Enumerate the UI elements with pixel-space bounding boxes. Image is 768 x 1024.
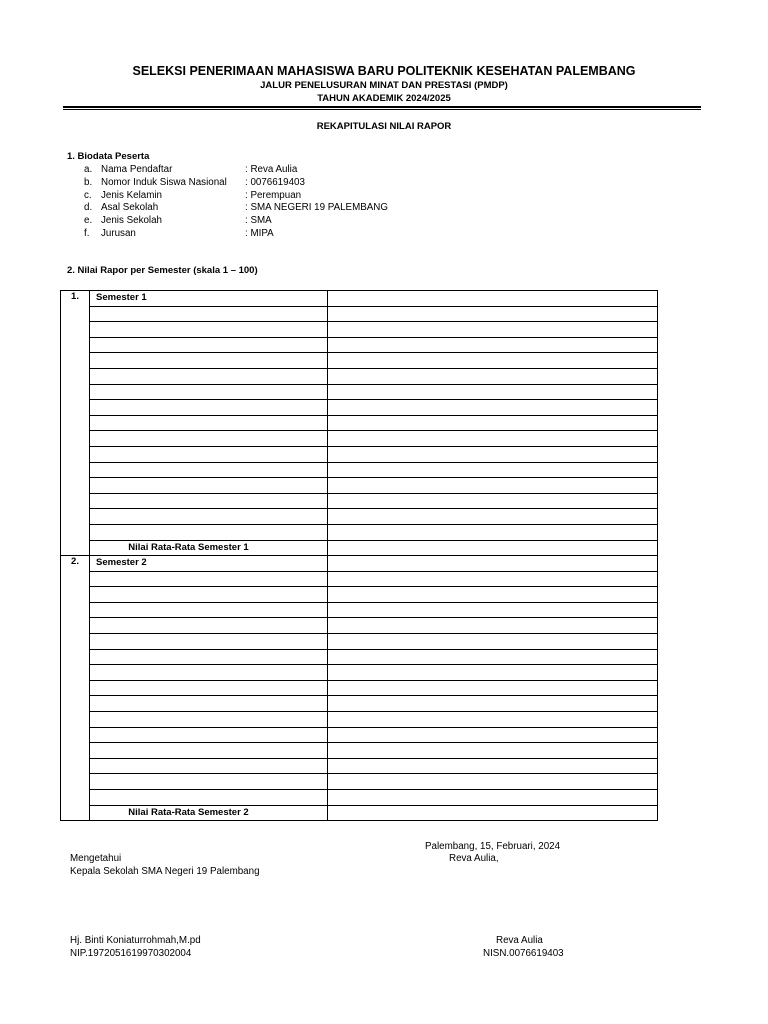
subject-cell	[90, 587, 328, 603]
subject-cell	[90, 493, 328, 509]
grade-value-cell	[328, 743, 658, 759]
table-row	[61, 712, 658, 728]
biodata-label: Asal Sekolah	[101, 202, 159, 214]
table-row	[61, 462, 658, 478]
grade-value-cell	[328, 727, 658, 743]
place-date: Palembang, 15, Februari, 2024	[425, 841, 561, 852]
grade-value-cell	[328, 680, 658, 696]
grade-value-cell	[328, 415, 658, 431]
grade-value-cell	[328, 478, 658, 494]
grade-value-cell	[328, 712, 658, 728]
biodata-value: : SMA NEGERI 19 PALEMBANG	[245, 202, 389, 214]
table-row	[61, 649, 658, 665]
table-row	[61, 322, 658, 338]
average-label: Nilai Rata-Rata Semester 2	[90, 805, 328, 821]
average-row	[61, 540, 658, 556]
biodata-value: : MIPA	[245, 228, 274, 239]
grade-value-cell	[328, 446, 658, 462]
grade-value-cell	[328, 587, 658, 603]
biodata-label: Jurusan	[101, 228, 136, 239]
subject-cell	[90, 415, 328, 431]
subject-cell	[90, 306, 328, 322]
biodata-value: : Perempuan	[245, 189, 302, 201]
subject-cell	[90, 665, 328, 681]
grade-value-cell	[328, 493, 658, 509]
grades-heading: 2. Nilai Rapor per Semester (skala 1 – 100)	[67, 265, 258, 276]
table-row	[61, 602, 658, 618]
subject-cell	[90, 712, 328, 728]
subject-cell	[90, 509, 328, 525]
biodata-letter: d.	[84, 202, 93, 214]
subject-cell	[90, 634, 328, 650]
table-row	[61, 618, 658, 634]
subject-cell	[90, 462, 328, 478]
average-row	[61, 805, 658, 821]
subject-cell	[90, 446, 328, 462]
subject-cell	[90, 431, 328, 447]
document-title: REKAPITULASI NILAI RAPOR	[316, 121, 452, 132]
table-row	[61, 758, 658, 774]
grade-value-cell	[328, 509, 658, 525]
table-row	[61, 509, 658, 525]
grade-value-cell	[328, 431, 658, 447]
grade-value-cell	[328, 634, 658, 650]
biodata-value: : SMA	[245, 215, 272, 227]
grade-value-cell	[328, 602, 658, 618]
semester-label: Semester 1	[90, 291, 328, 307]
grade-value-cell	[328, 291, 658, 307]
grade-value-cell	[328, 665, 658, 681]
biodata-letter: c.	[84, 189, 92, 201]
subject-cell	[90, 618, 328, 634]
biodata-value: : Reva Aulia	[245, 164, 298, 175]
grades-table	[60, 290, 658, 821]
table-row	[61, 696, 658, 712]
subject-cell	[90, 774, 328, 790]
table-row	[61, 634, 658, 650]
semester-number: 1.	[61, 291, 90, 556]
table-row	[61, 571, 658, 587]
biodata-heading: 1. Biodata Peserta	[67, 151, 150, 162]
subject-cell	[90, 400, 328, 416]
biodata-letter: a.	[84, 164, 93, 175]
table-row	[61, 665, 658, 681]
table-row	[61, 384, 658, 400]
biodata-label: Jenis Sekolah	[101, 215, 162, 227]
table-row	[61, 415, 658, 431]
subject-cell	[90, 743, 328, 759]
table-row	[61, 680, 658, 696]
signature-left-id: NIP.197205161997030200​4	[70, 948, 192, 959]
subject-cell	[90, 758, 328, 774]
table-row	[61, 743, 658, 759]
table-row	[61, 446, 658, 462]
table-row	[61, 587, 658, 603]
semester-header-row	[61, 291, 658, 307]
header-year: TAHUN AKADEMIK 2024/2025	[317, 93, 451, 104]
grade-value-cell	[328, 306, 658, 322]
subject-cell	[90, 337, 328, 353]
grade-value-cell	[328, 337, 658, 353]
subject-cell	[90, 384, 328, 400]
subject-cell	[90, 322, 328, 338]
table-row	[61, 337, 658, 353]
signature-left-intro: Mengetahui	[70, 853, 122, 864]
signature-left-role: Kepala Sekolah SMA Negeri 19 Palembang	[70, 866, 260, 877]
grade-value-cell	[328, 384, 658, 400]
signature-right-intro: Reva Aulia,	[449, 853, 499, 864]
header-divider-thick	[63, 106, 701, 108]
grade-value-cell	[328, 322, 658, 338]
subject-cell	[90, 571, 328, 587]
table-row	[61, 353, 658, 369]
grade-value-cell	[328, 353, 658, 369]
grade-value-cell	[328, 368, 658, 384]
signature-right-name: Reva Aulia	[496, 935, 543, 946]
subject-cell	[90, 727, 328, 743]
grade-value-cell	[328, 556, 658, 572]
table-row	[61, 774, 658, 790]
biodata-label: Nama Pendaftar	[101, 164, 173, 175]
table-row	[61, 306, 658, 322]
table-row	[61, 524, 658, 540]
average-label: Nilai Rata-Rata Semester 1	[90, 540, 328, 556]
table-row	[61, 727, 658, 743]
semester-header-row	[61, 556, 658, 572]
grade-value-cell	[328, 618, 658, 634]
biodata-label: Nomor Induk Siswa Nasional	[101, 176, 227, 188]
header-subtitle: JALUR PENELUSURAN MINAT DAN PRESTASI (PMDP)	[260, 80, 508, 91]
semester-number: 2.	[61, 556, 90, 821]
grade-value-cell	[328, 758, 658, 774]
subject-cell	[90, 524, 328, 540]
table-row	[61, 431, 658, 447]
subject-cell	[90, 368, 328, 384]
table-row	[61, 790, 658, 806]
subject-cell	[90, 602, 328, 618]
grade-value-cell	[328, 462, 658, 478]
subject-cell	[90, 649, 328, 665]
subject-cell	[90, 478, 328, 494]
semester-label: Semester 2	[90, 556, 328, 572]
average-value-cell	[328, 805, 658, 821]
grade-value-cell	[328, 400, 658, 416]
grade-value-cell	[328, 774, 658, 790]
biodata-value: : 0076619403	[245, 176, 305, 188]
grade-value-cell	[328, 696, 658, 712]
biodata-letter: f.	[84, 228, 90, 239]
signature-right-id: NISN.0076619403	[483, 948, 564, 959]
subject-cell	[90, 696, 328, 712]
grade-value-cell	[328, 524, 658, 540]
grade-value-cell	[328, 790, 658, 806]
table-row	[61, 400, 658, 416]
subject-cell	[90, 353, 328, 369]
subject-cell	[90, 680, 328, 696]
biodata-letter: b.	[84, 176, 93, 188]
header-divider-thin	[63, 109, 701, 110]
signature-left-name: Hj. Binti Koniaturrohmah,M.pd	[70, 935, 201, 946]
grade-value-cell	[328, 571, 658, 587]
header-title: SELEKSI PENERIMAAN MAHASISWA BARU POLITEKNIK KESEHATAN PALEMBANG	[132, 64, 636, 78]
biodata-label: Jenis Kelamin	[101, 189, 162, 201]
table-row	[61, 368, 658, 384]
biodata-letter: e.	[84, 215, 93, 227]
table-row	[61, 493, 658, 509]
table-row	[61, 478, 658, 494]
subject-cell	[90, 790, 328, 806]
average-value-cell	[328, 540, 658, 556]
grade-value-cell	[328, 649, 658, 665]
